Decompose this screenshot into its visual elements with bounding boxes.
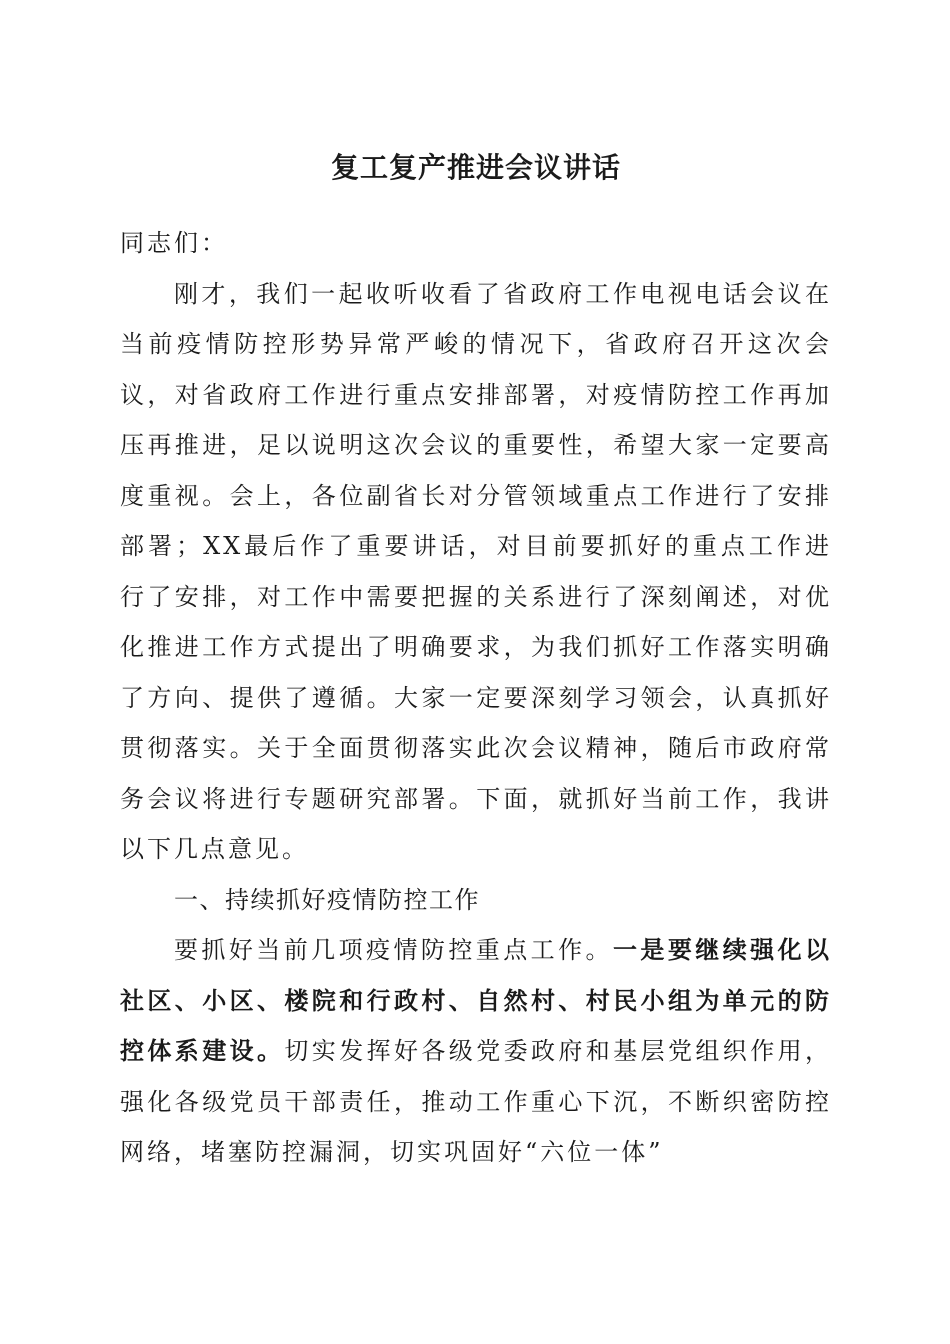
document-page (120, 0, 832, 1344)
salutation: 同志们： (120, 229, 228, 257)
paragraph-epidemic-control (120, 925, 832, 1178)
document-body (120, 218, 832, 1178)
section-heading-1: 一、持续抓好疫情防控工作 (174, 885, 480, 914)
paragraph-opening: 刚才，我们一起收听收看了省政府工作电视电话会议在当前疫情防控形势异常严峻的情况下，省政府召开这次会议，对省政府工作进行重点安排部署，对疫情防控工作再加压再推进，足以说明这次会议的重要性，希望大家一定要高度重视。会上，各位副省长对分管领域重点工作进行了安排部署；XX最后作了重要讲话，对目前要抓好的重点工作进行了安排，对工作中需要把握的关系进行了深刻阐述，对优化推进工作方式提出了明确要求，为我们抓好工作落实明确了方向、提供了遵循。大家一定要深刻学习领会，认真抓好贯彻落实。关于全面贯彻落实此次会议精神，随后市政府常务会议将进行专题研究部署。下面，就抓好当前工作，我讲以下几点意见。 (120, 279, 832, 863)
paragraph-lead-text: 要抓好当前几项疫情防控重点工作。 (174, 936, 613, 964)
document-title: 复工复产推进会议讲话 (330, 151, 621, 184)
bold-key-point: 一是要继续强化以社区、小区、楼院和行政村、自然村、村民小组为单元的防控体系建设。 (120, 935, 833, 1065)
paragraph-continued-text: 切实发挥好各级党委政府和基层党组织作用，强化各级党员干部责任，推动工作重心下沉，不断织密防控网络，堵塞防控漏洞，切实巩固好“六位一体” (120, 1037, 833, 1166)
